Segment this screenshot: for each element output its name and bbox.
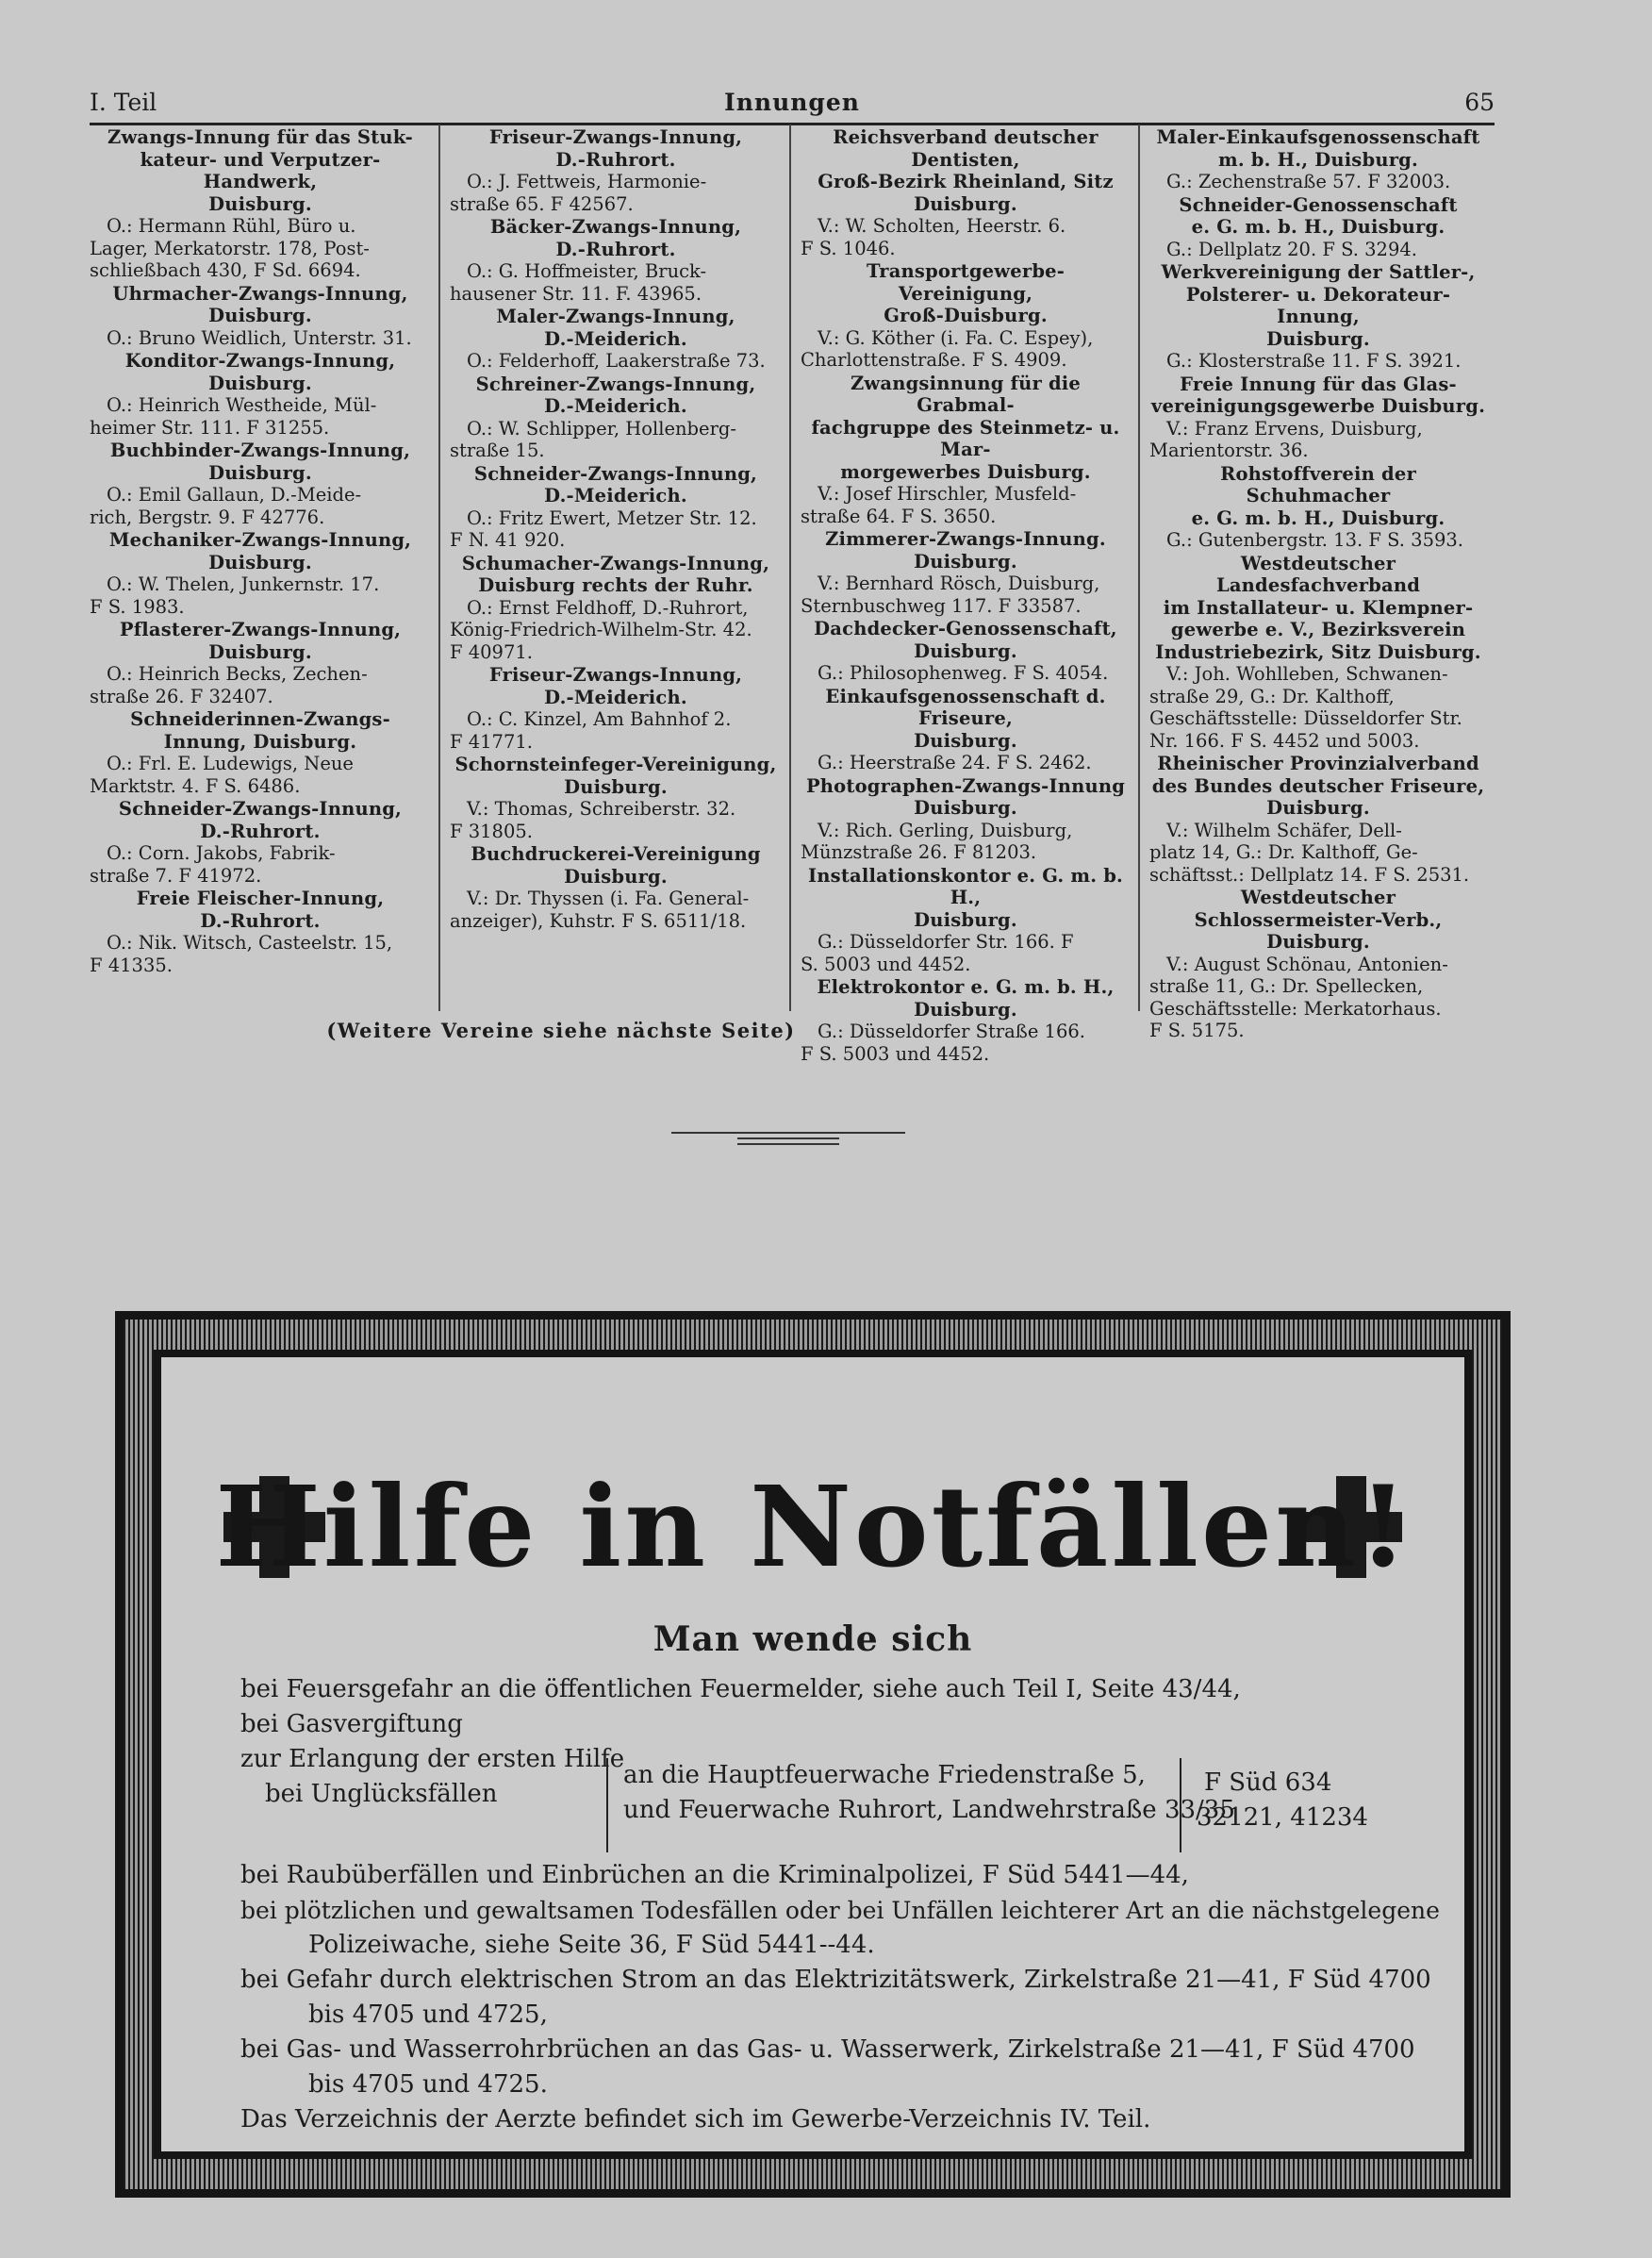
entry-title: D.-Ruhrort. (200, 909, 321, 932)
entry-detail: F S. 5175. (1149, 1020, 1245, 1041)
entry-detail: F 41335. (90, 954, 173, 976)
directory-entry (1149, 463, 1487, 552)
entry-title: Westdeutscher Landesfachverband (1215, 552, 1421, 596)
directory-entry (801, 528, 1131, 617)
entry-detail: F S. 5003 und 4452. (801, 1042, 990, 1065)
directory-entry (801, 865, 1131, 976)
directory-entry (450, 843, 782, 932)
emergency-title: Hilfe in Notfällen! (215, 1461, 1411, 1592)
entry-title: Mechaniker-Zwangs-Innung, (108, 529, 412, 551)
entry-detail: Lager, Merkatorstr. 178, Post- (90, 237, 370, 259)
entry-title: Friseur-Zwangs-Innung, (488, 664, 743, 686)
group-contacts (606, 1758, 1235, 1852)
case-line: bei Gasvergiftung (240, 1710, 463, 1738)
entry-title: Duisburg. (564, 865, 668, 888)
directory-entry (90, 350, 431, 439)
entry-detail: V.: W. Scholten, Heerstr. 6. (818, 215, 1066, 237)
instruction-line: bis 4705 und 4725. (308, 2070, 548, 2099)
entry-detail: Sternbuschweg 117. F 33587. (801, 594, 1082, 617)
entry-detail: V.: Wilhelm Schäfer, Dell- (1166, 819, 1402, 841)
entry-title: morgewerbes Duisburg. (840, 460, 1091, 483)
entry-detail: O.: C. Kinzel, Am Bahnhof 2. (467, 708, 732, 730)
instruction-line: bei plötzlichen und gewaltsamen Todesfällen oder bei Unfällen leichterer Art an die nächstgelegene (240, 1897, 1440, 1924)
entry-detail: F 31805. (450, 820, 533, 842)
entry-detail: V.: Rich. Gerling, Duisburg, (818, 819, 1073, 841)
entry-detail: O.: Bruno Weidlich, Unterstr. 31. (107, 326, 412, 349)
entry-detail: V.: Thomas, Schreiberstr. 32. (467, 798, 736, 820)
entry-title: Schneider-Zwangs-Innung, (473, 462, 758, 485)
entry-detail: heimer Str. 111. F 31255. (90, 416, 330, 439)
entry-detail: straße 29, G.: Dr. Kalthoff, (1149, 685, 1395, 707)
entry-detail: V.: G. Köther (i. Fa. C. Espey), (818, 326, 1094, 349)
entry-title: Innung, Duisburg. (163, 730, 357, 753)
entry-detail: König-Friedrich-Wilhelm-Str. 42. (450, 619, 752, 640)
entry-title: kateur- und Verputzer-Handwerk, (140, 148, 381, 192)
directory-entry (450, 374, 782, 462)
entry-detail: Geschäftsstelle: Düsseldorfer Str. (1149, 707, 1462, 729)
entry-detail: G.: Philosophenweg. F S. 4054. (818, 662, 1109, 684)
case-line: bei Unglücksfällen (265, 1780, 498, 1808)
entry-detail: G.: Dellplatz 20. F S. 3294. (1166, 238, 1417, 260)
directory-entry (801, 373, 1131, 528)
entry-title: Dachdecker-Genossenschaft, (814, 618, 1117, 639)
directory-entry (801, 775, 1131, 864)
directory-entry (450, 553, 782, 664)
entry-title: e. G. m. b. H., Duisburg. (1191, 216, 1446, 238)
entry-title: Duisburg. (1266, 797, 1370, 819)
entry-title: D.-Meiderich. (544, 327, 687, 350)
entry-detail: F S. 1983. (90, 595, 185, 618)
entry-detail: straße 65. F 42567. (450, 192, 634, 215)
entry-detail: straße 15. (450, 440, 545, 461)
emergency-subtitle: Man wende sich (653, 1619, 973, 1659)
directory-entry (801, 260, 1131, 372)
directory-entry (90, 283, 431, 350)
entry-title: des Bundes deutscher Friseure, (1151, 774, 1485, 797)
instruction-line: bei Feuersgefahr an die öffentlichen Feuermelder, siehe auch Teil I, Seite 43/44, (240, 1675, 1241, 1703)
entry-title: Schneider-Zwangs-Innung, (118, 798, 403, 820)
entry-title: Friseur-Zwangs-Innung, (488, 126, 743, 148)
contact-line: und Feuerwache Ruhrort, Landwehrstraße 33/35 (623, 1796, 1235, 1824)
entry-detail: F 40971. (450, 640, 533, 663)
header-section-title: Innungen (724, 89, 860, 116)
entry-title: vereinigungsgewerbe Duisburg. (1150, 395, 1486, 417)
emergency-instructions (240, 1672, 1440, 2137)
entry-detail: straße 11, G.: Dr. Spellecken, (1149, 975, 1424, 997)
directory-entry (1149, 887, 1487, 1042)
entry-title: Schornsteinfeger-Vereinigung, (454, 754, 777, 775)
entry-detail: O.: Corn. Jakobs, Fabrik- (107, 842, 336, 864)
entry-title: Buchbinder-Zwangs-Innung, (109, 440, 411, 461)
directory-entry (450, 754, 782, 842)
instruction-group (240, 1707, 1383, 1858)
directory-entry (1149, 374, 1487, 462)
entry-detail: F N. 41 920. (450, 529, 566, 551)
entry-detail: straße 26. F 32407. (90, 685, 273, 707)
entry-title: D.-Meiderich. (544, 686, 687, 708)
directory-entry (1149, 126, 1487, 193)
directory-entry (90, 440, 431, 528)
entry-detail: Charlottenstraße. F S. 4909. (801, 349, 1067, 371)
directory-entry (801, 686, 1131, 774)
entry-detail: O.: Nik. Witsch, Casteelstr. 15, (107, 932, 393, 954)
entry-detail: G.: Gutenbergstr. 13. F S. 3593. (1166, 529, 1463, 551)
entry-title: Konditor-Zwangs-Innung, (124, 350, 396, 372)
entry-title: Freie Innung für das Glas- (1180, 373, 1457, 395)
entry-detail: schließbach 430, F Sd. 6694. (90, 259, 361, 281)
entry-title: Duisburg. (914, 550, 1017, 573)
instruction-line: bei Gefahr durch elektrischen Strom an das Elektrizitätswerk, Zirkelstraße 21—41, F Süd 4700 (240, 1966, 1431, 1994)
entry-title: Zimmerer-Zwangs-Innung. (825, 528, 1106, 550)
entry-detail: Marktstr. 4. F S. 6486. (90, 774, 301, 797)
entry-title: Duisburg. (564, 775, 668, 798)
entry-title: Industriebezirk, Sitz Duisburg. (1155, 640, 1481, 663)
directory-entry (90, 888, 431, 976)
entry-detail: anzeiger), Kuhstr. F S. 6511/18. (450, 909, 747, 932)
entry-title: Schneiderinnen-Zwangs- (130, 708, 390, 730)
entry-detail: straße 64. F S. 3650. (801, 505, 997, 527)
entry-title: Einkaufsgenossenschaft d. Friseure, (825, 685, 1106, 729)
entry-detail: V.: Franz Ervens, Duisburg, (1166, 417, 1423, 440)
directory-entry (90, 126, 431, 282)
entry-detail: rich, Bergstr. 9. F 42776. (90, 506, 325, 528)
entry-detail: schäftsst.: Dellplatz 14. F S. 2531. (1149, 863, 1470, 886)
entry-title: gewerbe e. V., Bezirksverein (1170, 619, 1466, 640)
entry-title: Duisburg. (208, 640, 312, 663)
phone-line: F Süd 634 (1204, 1768, 1332, 1797)
directory-entry (90, 619, 431, 707)
instruction-line: bei Gas- und Wasserrohrbrüchen an das Gas- u. Wasserwerk, Zirkelstraße 21—41, F Süd 4700 (240, 2035, 1415, 2064)
entry-title: Duisburg. (914, 908, 1017, 931)
contact-line: an die Hauptfeuerwache Friedenstraße 5, (623, 1761, 1146, 1789)
entry-title: Duisburg. (208, 305, 312, 326)
entry-detail: G.: Heerstraße 24. F S. 2462. (818, 752, 1092, 773)
group-cases (240, 1707, 625, 1812)
directory-entry (450, 306, 782, 373)
entry-title: Duisburg. (914, 729, 1017, 752)
group-phone (1197, 1766, 1385, 1835)
entry-title: D.-Meiderich. (544, 485, 687, 506)
entry-detail: O.: Hermann Rühl, Büro u. (107, 215, 356, 237)
entry-detail: V.: August Schönau, Antonien- (1166, 953, 1448, 975)
entry-title: Transportgewerbe-Vereinigung, (866, 260, 1066, 305)
instruction-line: bei Raubüberfällen und Einbrüchen an die Kriminalpolizei, F Süd 5441—44, (240, 1861, 1189, 1889)
entry-title: Freie Fleischer-Innung, (136, 888, 385, 909)
entry-title: Maler-Einkaufsgenossenschaft (1156, 126, 1480, 148)
entry-detail: Marientorstr. 36. (1149, 440, 1309, 461)
entry-title: Groß-Bezirk Rheinland, Sitz (818, 171, 1114, 192)
continuation-note: (Weitere Vereine siehe nächste Seite) (326, 1019, 796, 1042)
entry-title: Bäcker-Zwangs-Innung, (489, 216, 742, 238)
entry-detail: O.: Heinrich Westheide, Mül- (107, 394, 377, 416)
directory-entry (1149, 194, 1487, 261)
entry-title: Duisburg. (914, 192, 1017, 215)
entry-detail: straße 7. F 41972. (90, 864, 262, 887)
entry-title: Rheinischer Provinzialverband (1157, 753, 1479, 774)
entry-detail: O.: Fritz Ewert, Metzer Str. 12. (467, 506, 757, 529)
entry-title: Polsterer- u. Dekorateur-Innung, (1185, 283, 1451, 327)
entry-title: Schneider-Genossenschaft (1179, 193, 1458, 216)
entry-title: D.-Ruhrort. (555, 238, 676, 260)
entry-title: Zwangsinnung für die Grabmal- (850, 372, 1082, 416)
entry-title: Westdeutscher (1240, 887, 1396, 908)
column-3 (789, 125, 1138, 1065)
entry-title: e. G. m. b. H., Duisburg. (1191, 506, 1446, 529)
entry-title: Schlossermeister-Verb., Duisburg. (1194, 908, 1443, 953)
entry-detail: O.: W. Schlipper, Hollenberg- (467, 417, 736, 440)
entry-detail: O.: J. Fettweis, Harmonie- (467, 171, 707, 192)
entry-title: m. b. H., Duisburg. (1218, 148, 1418, 171)
directory-entry (90, 798, 431, 887)
entry-title: Duisburg. (1266, 327, 1370, 350)
entry-title: Schumacher-Zwangs-Innung, (461, 552, 770, 574)
directory-entry (450, 463, 782, 552)
page-number: 65 (1464, 89, 1495, 116)
entry-title: Reichsverband deutscher Dentisten, (833, 126, 1099, 171)
directory-entry (801, 126, 1131, 259)
phone-line: 32121, 41234 (1197, 1803, 1368, 1832)
entry-detail: O.: Emil Gallaun, D.-Meide- (107, 484, 362, 506)
entry-detail: Geschäftsstelle: Merkatorhaus. (1149, 997, 1442, 1020)
entry-title: Schreiner-Zwangs-Innung, (475, 373, 756, 395)
entry-title: Duisburg. (208, 372, 312, 394)
directory-entry (801, 618, 1131, 685)
column-4 (1138, 125, 1495, 1041)
entry-title: Duisburg. (208, 192, 312, 215)
entry-detail: Münzstraße 26. F 81203. (801, 841, 1037, 863)
entry-title: Duisburg. (914, 797, 1017, 819)
directory-entry (450, 664, 782, 753)
directory-entry (90, 529, 431, 618)
entry-detail: O.: Heinrich Becks, Zechen- (107, 663, 368, 685)
entry-title: Groß-Duisburg. (884, 305, 1048, 326)
directory-entry (1149, 261, 1487, 373)
entry-title: im Installateur- u. Klempner- (1163, 596, 1474, 619)
entry-title: Installationskontor e. G. m. b. H., (807, 864, 1124, 908)
entry-title: Duisburg. (914, 639, 1017, 662)
directory-entry (1149, 553, 1487, 753)
entry-title: Photographen-Zwangs-Innung (805, 774, 1126, 797)
entry-title: Werkvereinigung der Sattler-, (1161, 261, 1476, 283)
entry-detail: V.: Dr. Thyssen (i. Fa. General- (467, 888, 750, 909)
case-line: zur Erlangung der ersten Hilfe (240, 1745, 625, 1773)
entry-title: D.-Meiderich. (544, 395, 687, 417)
ornament-rule (671, 1130, 905, 1147)
entry-title: Duisburg. (208, 551, 312, 573)
entry-detail: G.: Düsseldorfer Straße 166. (818, 1021, 1085, 1042)
entry-detail: V.: Bernhard Rösch, Duisburg, (818, 573, 1100, 594)
column-1 (90, 125, 438, 1011)
entry-detail: F 41771. (450, 730, 533, 753)
entry-title: Uhrmacher-Zwangs-Innung, (112, 282, 408, 305)
entry-title: D.-Ruhrort. (200, 820, 321, 842)
running-header (90, 87, 1495, 125)
entry-detail: G.: Klosterstraße 11. F S. 3921. (1166, 350, 1462, 372)
entry-title: Rohstoffverein der Schuhmacher (1220, 462, 1416, 506)
entry-detail: V.: Joh. Wohlleben, Schwanen- (1166, 663, 1448, 685)
entry-title: D.-Ruhrort. (555, 148, 676, 171)
entry-detail: F S. 1046. (801, 237, 896, 259)
entry-title: Buchdruckerei-Vereinigung (471, 843, 761, 865)
entry-detail: G.: Zechenstraße 57. F 32003. (1166, 171, 1451, 192)
entry-detail: platz 14, G.: Dr. Kalthoff, Ge- (1149, 841, 1418, 863)
instruction-line: Das Verzeichnis der Aerzte befindet sich im Gewerbe-Verzeichnis IV. Teil. (240, 2105, 1151, 2133)
entry-title: fachgruppe des Steinmetz- u. Mar- (811, 416, 1120, 460)
directory-entry (450, 126, 782, 215)
column-2 (438, 125, 789, 1011)
entry-title: Elektrokontor e. G. m. b. H., (817, 976, 1115, 998)
emergency-box (115, 1311, 1511, 2198)
directory-entry (450, 216, 782, 305)
entry-title: Duisburg. (914, 998, 1017, 1021)
entry-title: Duisburg rechts der Ruhr. (478, 574, 753, 596)
entry-detail: V.: Josef Hirschler, Musfeld- (818, 483, 1077, 505)
entry-detail: O.: G. Hoffmeister, Bruck- (467, 260, 707, 282)
directory-entry (1149, 753, 1487, 886)
entry-detail: O.: W. Thelen, Junkernstr. 17. (107, 573, 380, 595)
entry-title: Zwangs-Innung für das Stuk- (107, 126, 413, 148)
instruction-line: Polizeiwache, siehe Seite 36, F Süd 5441--44. (308, 1931, 875, 1959)
entry-title: Pflasterer-Zwangs-Innung, (119, 619, 402, 640)
entry-title: Maler-Zwangs-Innung, (496, 306, 735, 327)
entry-detail: hausener Str. 11. F. 43965. (450, 282, 702, 305)
entry-title: Duisburg. (208, 461, 312, 484)
entry-detail: Nr. 166. F S. 4452 und 5003. (1149, 729, 1420, 752)
emergency-box-inner (154, 1350, 1472, 2159)
entry-detail: O.: Frl. E. Ludewigs, Neue (107, 753, 354, 774)
instruction-line: bis 4705 und 4725, (308, 2001, 548, 2029)
header-part: I. Teil (90, 89, 157, 116)
directory-entry (90, 708, 431, 797)
entry-detail: O.: Ernst Feldhoff, D.-Ruhrort, (467, 596, 749, 619)
entry-detail: G.: Düsseldorfer Str. 166. F (818, 931, 1074, 953)
entry-detail: O.: Felderhoff, Laakerstraße 73. (467, 350, 766, 372)
entry-detail: S. 5003 und 4452. (801, 953, 971, 975)
